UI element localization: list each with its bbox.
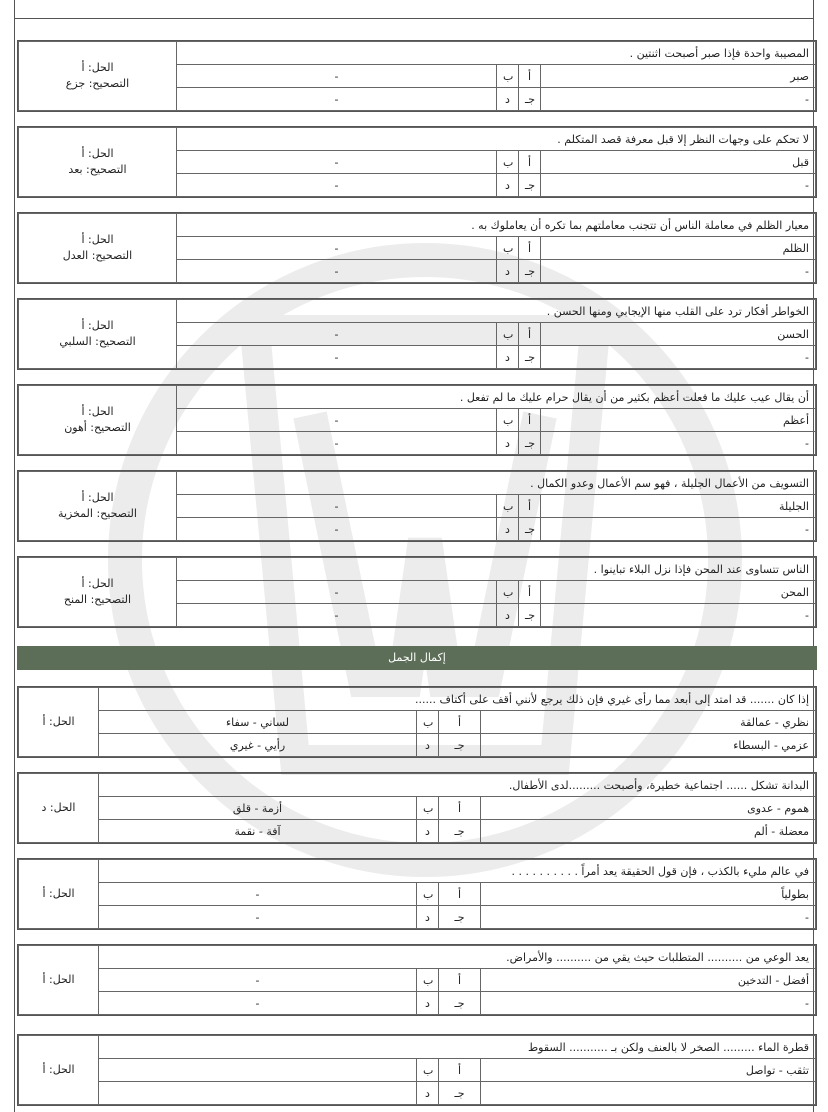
option-d-text[interactable] — [99, 1082, 417, 1105]
question-stem: الناس تتساوى عند المحن فإذا نزل البلاء تباينوا . — [177, 558, 816, 581]
option-d-text[interactable]: - — [99, 992, 417, 1015]
option-c-text[interactable]: - — [481, 992, 816, 1015]
answer-cell — [19, 128, 177, 197]
option-d-text[interactable]: - — [177, 432, 497, 455]
question-stem: الخواطر أفكار ترد على القلب منها الإيجابي ومنها الحسن . — [177, 300, 816, 323]
correction-label: التصحيح: السلبي — [59, 335, 136, 348]
question-stem: التسويف من الأعمال الجليلة ، فهو سم الأعمال وعدو الكمال . — [177, 472, 816, 495]
option-b-letter: ب — [497, 323, 519, 346]
option-c-text[interactable]: - — [541, 604, 816, 627]
question-block — [17, 384, 817, 456]
answer-cell — [19, 946, 99, 1015]
option-b-text[interactable]: - — [99, 969, 417, 992]
option-a-letter: أ — [519, 237, 541, 260]
option-a-letter: أ — [519, 65, 541, 88]
answer-label: الحل: أ — [81, 233, 114, 246]
question-stem: يعد الوعي من .......... المتطلبات حيث يقي من .......... والأمراض. — [99, 946, 816, 969]
option-a-text[interactable]: هموم - عدوى — [481, 797, 816, 820]
option-c-letter: جـ — [439, 906, 481, 929]
option-b-text[interactable]: - — [99, 883, 417, 906]
option-c-text[interactable]: - — [481, 906, 816, 929]
option-b-text[interactable]: أزمة - قلق — [99, 797, 417, 820]
option-c-letter: جـ — [519, 260, 541, 283]
option-d-text[interactable]: - — [177, 518, 497, 541]
option-a-letter: أ — [439, 1059, 481, 1082]
option-c-text[interactable]: - — [541, 88, 816, 111]
question-table — [18, 687, 816, 757]
answer-label: الحل: أ — [81, 405, 114, 418]
correction-label: التصحيح: أهون — [64, 421, 131, 434]
question-table — [18, 557, 816, 627]
option-d-letter: د — [497, 432, 519, 455]
answer-label: الحل: أ — [81, 319, 114, 332]
option-a-text[interactable]: بطولياً — [481, 883, 816, 906]
option-c-letter: جـ — [519, 346, 541, 369]
answer-cell — [19, 1036, 99, 1105]
question-block — [17, 1034, 817, 1106]
option-b-letter: ب — [497, 581, 519, 604]
option-d-letter: د — [497, 518, 519, 541]
question-block — [17, 40, 817, 112]
option-c-text[interactable]: - — [541, 518, 816, 541]
option-c-letter: جـ — [439, 820, 481, 843]
option-d-letter: د — [497, 88, 519, 111]
option-c-letter: جـ — [519, 88, 541, 111]
option-b-text[interactable]: - — [177, 151, 497, 174]
question-table — [18, 213, 816, 283]
answer-label: الحل: د — [41, 801, 76, 814]
answer-cell — [19, 558, 177, 627]
option-c-letter: جـ — [519, 604, 541, 627]
question-table — [18, 41, 816, 111]
question-block — [17, 772, 817, 844]
option-b-text[interactable]: - — [177, 237, 497, 260]
option-b-letter: ب — [497, 495, 519, 518]
section-banner: إكمال الجمل — [17, 646, 817, 670]
option-b-letter: ب — [497, 237, 519, 260]
answer-label: الحل: أ — [81, 577, 114, 590]
option-c-letter: جـ — [439, 992, 481, 1015]
option-d-letter: د — [417, 992, 439, 1015]
option-b-letter: ب — [417, 711, 439, 734]
question-stem: المصيبة واحدة فإذا صبر أصبحت اثنتين . — [177, 42, 816, 65]
answer-cell — [19, 774, 99, 843]
top-border — [15, 18, 813, 19]
option-c-letter: جـ — [519, 174, 541, 197]
option-b-letter: ب — [417, 969, 439, 992]
option-a-letter: أ — [519, 581, 541, 604]
option-d-text[interactable]: - — [99, 906, 417, 929]
option-b-text[interactable]: لساني - سفاء — [99, 711, 417, 734]
question-stem: أن يقال عيب عليك ما فعلت أعظم بكثير من أن يقال حرام عليك ما لم تفعل . — [177, 386, 816, 409]
option-d-letter: د — [497, 174, 519, 197]
question-block — [17, 686, 817, 758]
correction-label: التصحيح: جزع — [65, 77, 130, 90]
correction-label: التصحيح: المخزية — [58, 507, 137, 520]
option-a-letter: أ — [519, 151, 541, 174]
option-c-text[interactable]: - — [541, 432, 816, 455]
correction-label: التصحيح: المنح — [63, 593, 132, 606]
option-b-text[interactable]: - — [177, 409, 497, 432]
option-d-text[interactable]: - — [177, 88, 497, 111]
option-a-letter: أ — [519, 323, 541, 346]
correction-label: التصحيح: العدل — [62, 249, 133, 262]
option-d-text[interactable]: آفة - نقمة — [99, 820, 417, 843]
option-b-letter: ب — [417, 883, 439, 906]
option-c-text[interactable]: - — [541, 260, 816, 283]
answer-cell — [19, 300, 177, 369]
question-table — [18, 127, 816, 197]
option-a-text[interactable]: الظلم — [541, 237, 816, 260]
option-a-letter: أ — [439, 883, 481, 906]
option-a-letter: أ — [439, 711, 481, 734]
option-c-text[interactable]: عزمي - البسطاء — [481, 734, 816, 757]
option-a-letter: أ — [519, 409, 541, 432]
option-a-letter: أ — [439, 797, 481, 820]
question-stem: قطرة الماء ......... الصخر لا بالعنف ولكن بـ ........... السقوط — [99, 1036, 816, 1059]
option-c-text[interactable]: - — [541, 174, 816, 197]
option-b-letter: ب — [497, 151, 519, 174]
option-d-letter: د — [417, 734, 439, 757]
answer-cell — [19, 860, 99, 929]
option-b-text[interactable]: - — [177, 65, 497, 88]
question-table — [18, 299, 816, 369]
answer-cell — [19, 42, 177, 111]
option-a-letter: أ — [519, 495, 541, 518]
answer-label: الحل: أ — [81, 491, 114, 504]
option-c-letter: جـ — [439, 1082, 481, 1105]
question-block — [17, 126, 817, 198]
option-c-text[interactable] — [481, 1082, 816, 1105]
question-table — [18, 471, 816, 541]
answer-cell — [19, 214, 177, 283]
answer-label: الحل: أ — [81, 61, 114, 74]
option-c-text[interactable]: - — [541, 346, 816, 369]
question-stem: في عالم مليء بالكذب ، فإن قول الحقيقة يعد أمراً . . . . . . . . . . — [99, 860, 816, 883]
option-a-text[interactable]: أفضل - التدخين — [481, 969, 816, 992]
option-c-letter: جـ — [439, 734, 481, 757]
option-d-text[interactable]: - — [177, 604, 497, 627]
option-a-letter: أ — [439, 969, 481, 992]
worksheet-page — [14, 0, 814, 1112]
option-c-text[interactable]: معضلة - ألم — [481, 820, 816, 843]
option-b-text[interactable]: - — [177, 581, 497, 604]
answer-cell — [19, 386, 177, 455]
option-d-text[interactable]: - — [177, 346, 497, 369]
question-block — [17, 858, 817, 930]
option-a-text[interactable]: صبر — [541, 65, 816, 88]
option-d-letter: د — [497, 604, 519, 627]
option-d-letter: د — [497, 346, 519, 369]
option-b-text[interactable]: - — [177, 495, 497, 518]
option-c-letter: جـ — [519, 432, 541, 455]
option-a-text[interactable]: المحن — [541, 581, 816, 604]
option-d-letter: د — [417, 906, 439, 929]
option-d-letter: د — [497, 260, 519, 283]
question-block — [17, 944, 817, 1016]
question-block — [17, 212, 817, 284]
option-d-letter: د — [417, 1082, 439, 1105]
option-b-letter: ب — [497, 409, 519, 432]
option-a-text[interactable]: أعظم — [541, 409, 816, 432]
question-table — [18, 773, 816, 843]
option-b-letter: ب — [417, 1059, 439, 1082]
option-a-text[interactable]: الحسن — [541, 323, 816, 346]
question-table — [18, 859, 816, 929]
option-b-text[interactable] — [99, 1059, 417, 1082]
option-b-letter: ب — [497, 65, 519, 88]
question-table — [18, 945, 816, 1015]
answer-label: الحل: أ — [42, 1063, 75, 1076]
answer-label: الحل: أ — [42, 887, 75, 900]
answer-label: الحل: أ — [42, 715, 75, 728]
option-d-text[interactable]: - — [177, 260, 497, 283]
answer-label: الحل: أ — [81, 147, 114, 160]
question-stem: معيار الظلم في معاملة الناس أن تتجنب معاملتهم بما تكره أن يعاملوك به . — [177, 214, 816, 237]
option-b-letter: ب — [417, 797, 439, 820]
answer-cell — [19, 472, 177, 541]
option-a-text[interactable]: الجليلة — [541, 495, 816, 518]
answer-cell — [19, 688, 99, 757]
question-stem: لا تحكم على وجهات النظر إلا قبل معرفة قصد المتكلم . — [177, 128, 816, 151]
answer-label: الحل: أ — [42, 973, 75, 986]
option-c-letter: جـ — [519, 518, 541, 541]
question-stem: إذا كان ....... قد امتد إلى أبعد مما رأى غيري فإن ذلك يرجع لأنني أقف على أكتاف ...... — [99, 688, 816, 711]
option-d-letter: د — [417, 820, 439, 843]
question-table — [18, 385, 816, 455]
option-a-text[interactable]: قبل — [541, 151, 816, 174]
correction-label: التصحيح: بعد — [68, 163, 127, 176]
question-block — [17, 556, 817, 628]
option-b-text[interactable]: - — [177, 323, 497, 346]
question-stem: البدانة تشكل ...... اجتماعية خطيرة، وأصبحت .........لدى الأطفال. — [99, 774, 816, 797]
question-block — [17, 470, 817, 542]
question-block — [17, 298, 817, 370]
option-d-text[interactable]: رأيي - غيري — [99, 734, 417, 757]
question-table — [18, 1035, 816, 1105]
option-d-text[interactable]: - — [177, 174, 497, 197]
option-a-text[interactable]: نظري - عمالقة — [481, 711, 816, 734]
option-a-text[interactable]: تثقب - تواصل — [481, 1059, 816, 1082]
